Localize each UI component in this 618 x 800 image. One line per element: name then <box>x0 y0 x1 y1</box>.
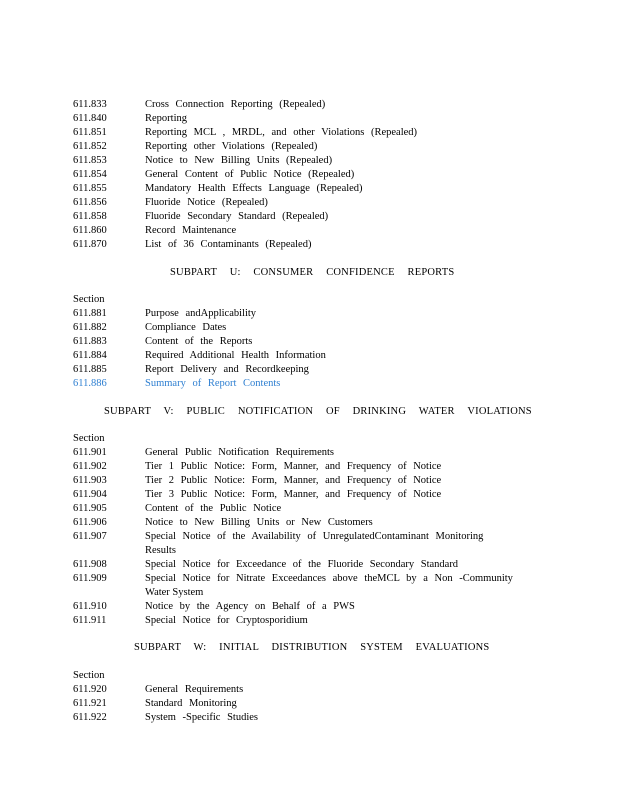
section-title: Notice by the Agency on Behalf of a PWS <box>145 601 355 612</box>
section-number: 611.921 <box>73 698 107 709</box>
section-title: Reporting other Violations (Repealed) <box>145 141 318 152</box>
section-number-link[interactable]: 611.886 <box>73 378 107 389</box>
section-number: 611.883 <box>73 336 107 347</box>
section-number: 611.920 <box>73 684 107 695</box>
section-number: 611.860 <box>73 225 107 236</box>
section-title-continuation: Water System <box>145 587 204 598</box>
section-title: Report Delivery and Recordkeeping <box>145 364 309 375</box>
section-title: Notice to New Billing Units (Repealed) <box>145 155 333 166</box>
section-title: Purpose andApplicability <box>145 308 257 319</box>
section-title: Special Notice for Cryptosporidium <box>145 615 308 626</box>
section-number: 611.908 <box>73 559 107 570</box>
section-number: 611.870 <box>73 239 107 250</box>
section-title: General Content of Public Notice (Repealed) <box>145 169 355 180</box>
subpart-u-heading: SUBPART U: CONSUMER CONFIDENCE REPORTS <box>170 267 455 278</box>
section-title: Reporting MCL , MRDL, and other Violations (Repealed) <box>145 127 418 138</box>
section-label: Section <box>73 294 105 305</box>
section-number: 611.858 <box>73 211 107 222</box>
section-number: 611.910 <box>73 601 107 612</box>
section-number: 611.905 <box>73 503 107 514</box>
section-number: 611.853 <box>73 155 107 166</box>
section-number: 611.856 <box>73 197 107 208</box>
section-title: Record Maintenance <box>145 225 237 236</box>
section-title: Tier 1 Public Notice: Form, Manner, and Frequency of Notice <box>145 461 442 472</box>
section-title-continuation: Results <box>145 545 176 556</box>
section-number: 611.902 <box>73 461 107 472</box>
section-number: 611.907 <box>73 531 107 542</box>
section-title: Content of the Reports <box>145 336 253 347</box>
section-title: Required Additional Health Information <box>145 350 326 361</box>
section-title-link[interactable]: Summary of Report Contents <box>145 378 281 389</box>
section-label: Section <box>73 670 105 681</box>
section-number: 611.840 <box>73 113 107 124</box>
section-number: 611.906 <box>73 517 107 528</box>
section-title: Compliance Dates <box>145 322 227 333</box>
section-number: 611.885 <box>73 364 107 375</box>
section-number: 611.833 <box>73 99 107 110</box>
subpart-v-heading: SUBPART V: PUBLIC NOTIFICATION OF DRINKING WATER VIOLATIONS <box>104 406 532 417</box>
section-title: Tier 3 Public Notice: Form, Manner, and Frequency of Notice <box>145 489 442 500</box>
section-number: 611.855 <box>73 183 107 194</box>
section-title: Fluoride Notice (Repealed) <box>145 197 268 208</box>
section-number: 611.904 <box>73 489 107 500</box>
section-title: Special Notice for Exceedance of the Fluoride Secondary Standard <box>145 559 459 570</box>
section-number: 611.901 <box>73 447 107 458</box>
section-title: Notice to New Billing Units or New Customers <box>145 517 373 528</box>
section-number: 611.884 <box>73 350 107 361</box>
section-title: Reporting <box>145 113 187 124</box>
subpart-w-heading: SUBPART W: INITIAL DISTRIBUTION SYSTEM EVALUATIONS <box>134 642 490 653</box>
section-title: Fluoride Secondary Standard (Repealed) <box>145 211 329 222</box>
section-title: Special Notice of the Availability of UnregulatedContaminant Monitoring <box>145 531 484 542</box>
section-title: General Public Notification Requirements <box>145 447 334 458</box>
section-number: 611.852 <box>73 141 107 152</box>
section-title: Special Notice for Nitrate Exceedances above theMCL by a Non -Community <box>145 573 513 584</box>
section-number: 611.854 <box>73 169 107 180</box>
section-number: 611.909 <box>73 573 107 584</box>
section-title: List of 36 Contaminants (Repealed) <box>145 239 312 250</box>
section-title: General Requirements <box>145 684 244 695</box>
section-number: 611.882 <box>73 322 107 333</box>
section-title: Cross Connection Reporting (Repealed) <box>145 99 326 110</box>
section-number: 611.911 <box>73 615 107 626</box>
section-title: System -Specific Studies <box>145 712 258 723</box>
section-label: Section <box>73 433 105 444</box>
section-number: 611.851 <box>73 127 107 138</box>
section-number: 611.881 <box>73 308 107 319</box>
section-title: Content of the Public Notice <box>145 503 282 514</box>
section-number: 611.903 <box>73 475 107 486</box>
section-title: Standard Monitoring <box>145 698 237 709</box>
section-number: 611.922 <box>73 712 107 723</box>
section-title: Tier 2 Public Notice: Form, Manner, and Frequency of Notice <box>145 475 442 486</box>
section-title: Mandatory Health Effects Language (Repealed) <box>145 183 363 194</box>
